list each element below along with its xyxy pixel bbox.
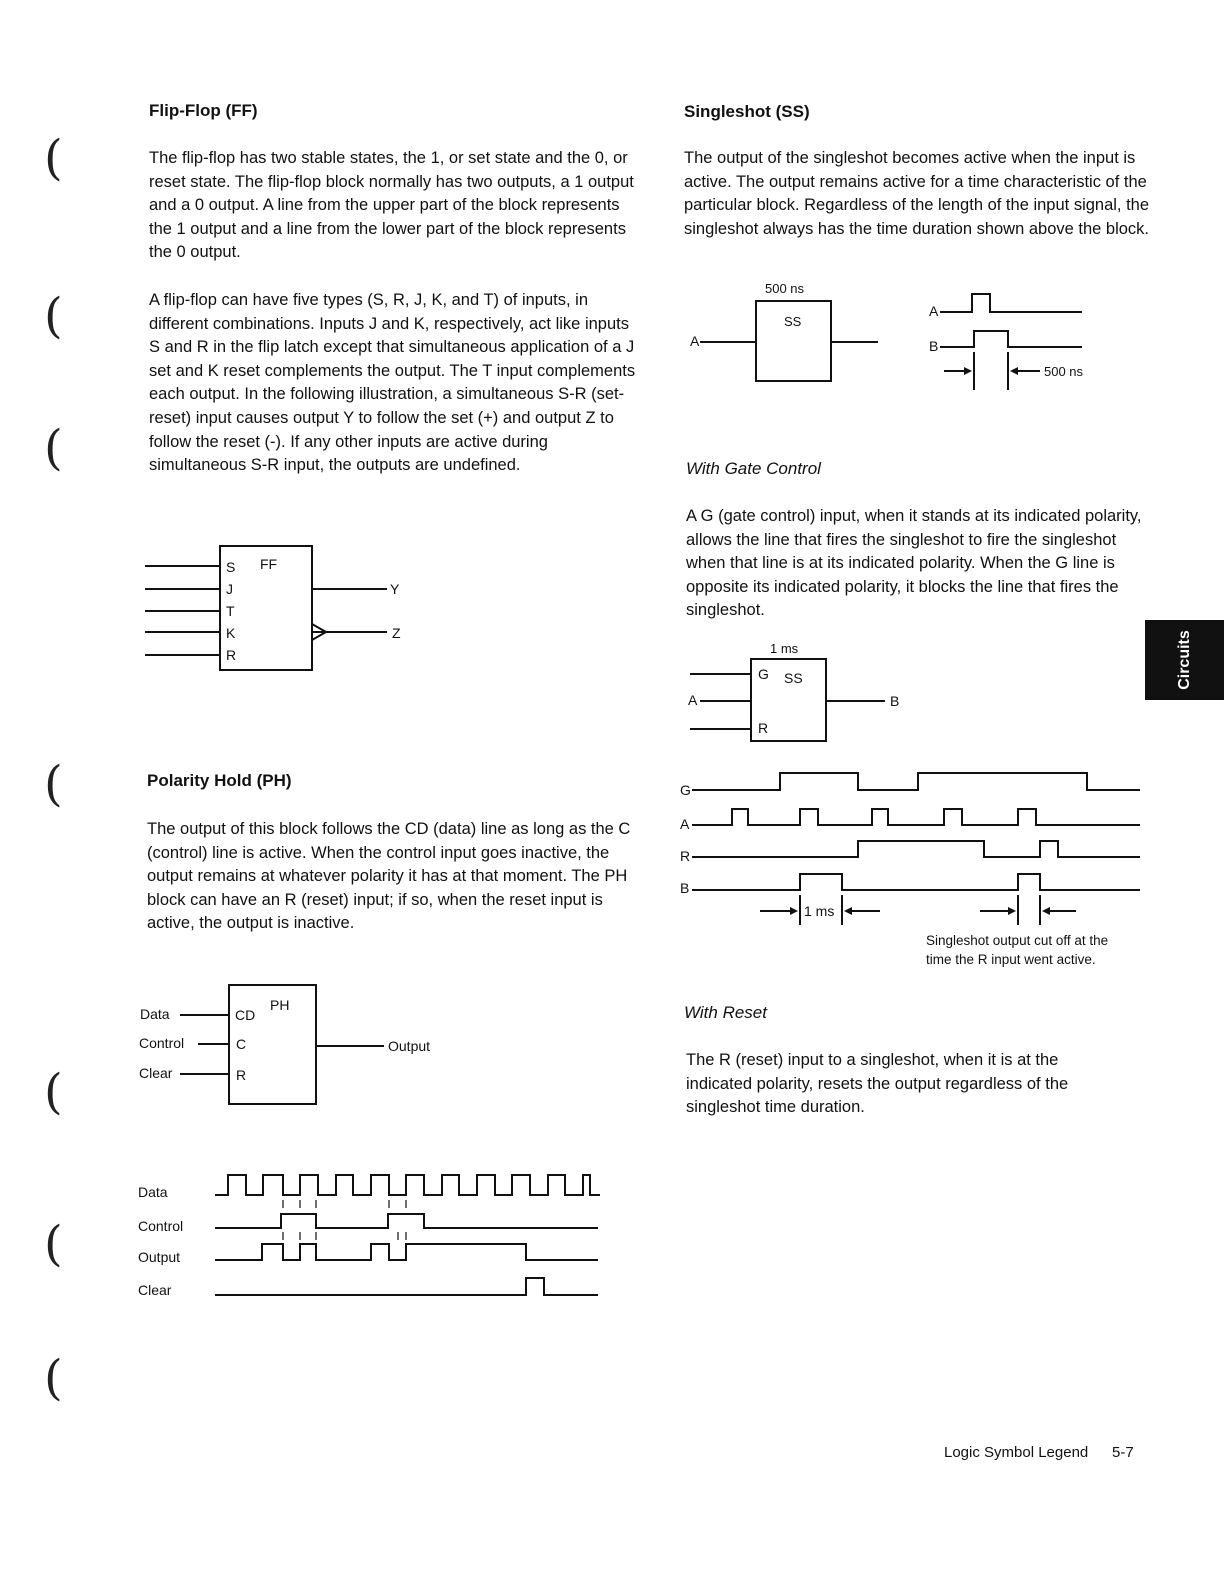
flipflop-para1: The flip-flop has two stable states, the 1, or set state and the 0, or reset state. The flip-flop block normally has two outputs, a 1 output and a 0 output. A line from the upper part of the block represents the 1 output and a line from the lower part of the block represents the 0 output. [149, 149, 634, 262]
footer-section: Logic Symbol Legend [944, 1444, 1089, 1461]
ph-timing-label-data: Data [138, 1184, 168, 1200]
footer-page-number: 5-7 [1112, 1444, 1134, 1461]
ph-pin-c: C [236, 1036, 247, 1052]
gate-control-para: A G (gate control) input, when it stands at its indicated polarity, allows the line that fires the singleshot to fire the singleshot when that line is at its indicated polarity. When the G line is opposite its indicated polarity, it blocks the line that fires the singleshot. [686, 507, 1142, 620]
ph-block-label: PH [270, 997, 290, 1013]
singleshot-para: The output of the singleshot becomes active when the input is active. The output remains active for a time characteristic of the particular block. Regardless of the length of the input signal, the singleshot always has the time duration shown above the block. [684, 149, 1150, 238]
gc-pin-g: G [758, 666, 769, 682]
ff-pin-t: T [226, 603, 235, 619]
binder-hole-mark: ( [44, 130, 63, 186]
gc-timing-g-wave [692, 773, 1140, 790]
binder-hole-mark: ( [44, 756, 63, 812]
side-tab-label: Circuits [1175, 630, 1193, 690]
binder-hole-mark: ( [44, 1064, 63, 1120]
gc-timing-label-r: R [680, 848, 691, 864]
section-side-tab[interactable] [1145, 620, 1224, 700]
gc-note-line1: Singleshot output cut off at the [926, 933, 1109, 948]
ff-output-y: Y [390, 581, 400, 597]
ph-timing-label-output: Output [138, 1249, 181, 1265]
gc-timing-r-wave [692, 841, 1140, 857]
ff-pin-r: R [226, 647, 237, 663]
gc-timing-b-wave [692, 874, 1140, 890]
binder-hole-mark: ( [44, 420, 63, 476]
ss-timing-duration: 500 ns [1044, 364, 1084, 379]
gc-timing-label-b: B [680, 880, 690, 896]
ph-input-control: Control [139, 1035, 185, 1051]
ff-pin-s: S [226, 559, 236, 575]
gc-timing-a-wave [692, 809, 1140, 825]
reset-subtitle: With Reset [684, 1003, 767, 1022]
gc-timing-label-g: G [680, 782, 691, 798]
gc-note-line2: time the R input went active. [926, 952, 1096, 967]
ss-block-label: SS [784, 314, 802, 329]
ph-output-label: Output [388, 1038, 431, 1054]
ph-input-data: Data [140, 1006, 170, 1022]
gc-timing-duration: 1 ms [804, 903, 835, 919]
gc-timing-label-a: A [680, 816, 690, 832]
ss-duration-label: 500 ns [765, 281, 805, 296]
gc-input-label: A [688, 692, 698, 708]
ph-timing-label-control: Control [138, 1218, 184, 1234]
ph-pin-r: R [236, 1067, 247, 1083]
gc-duration-label: 1 ms [770, 641, 799, 656]
ss-input-label: A [690, 333, 700, 349]
ph-pin-cd: CD [235, 1007, 256, 1023]
ph-input-clear: Clear [139, 1065, 173, 1081]
ph-timing-label-clear: Clear [138, 1282, 172, 1298]
ff-output-z: Z [392, 625, 401, 641]
ff-block-label: FF [260, 556, 278, 572]
gc-block-label: SS [784, 670, 803, 686]
gc-output-label: B [890, 693, 900, 709]
flipflop-title: Flip-Flop (FF) [149, 101, 258, 120]
polarity-hold-title: Polarity Hold (PH) [147, 771, 292, 790]
ff-pin-k: K [226, 625, 236, 641]
ss-timing-label-b: B [929, 338, 939, 354]
binder-hole-mark: ( [44, 1350, 63, 1406]
reset-para: The R (reset) input to a singleshot, when it is at the indicated polarity, resets the output regardless of the singleshot time duration. [686, 1051, 1069, 1117]
binder-hole-mark: ( [44, 288, 63, 344]
polarity-hold-para: The output of this block follows the CD (data) line as long as the C (control) line is active. When the control input goes inactive, the output remains at whatever polarity it has at that moment. The PH block can have an R (reset) input; if so, when the reset input is active, the output is inactive. [147, 820, 631, 933]
flipflop-para2: A flip-flop can have five types (S, R, J, K, and T) of inputs, in different combinations. Inputs J and K, respectively, act like inputs S and R in the flip latch except that simultaneous application of a J set and K reset complements the output. The T input complements each output. In the following illustration, a simultaneous S-R (set-reset) input causes output Y to follow the set (+) and output Z to follow the reset (-). If any other inputs are active during simultaneous S-R input, the outputs are undefined. [149, 291, 636, 475]
gc-pin-r: R [758, 720, 769, 736]
gate-control-subtitle: With Gate Control [686, 459, 821, 478]
singleshot-title: Singleshot (SS) [684, 102, 810, 121]
ss-timing-label-a: A [929, 303, 939, 319]
ff-pin-j: J [226, 581, 233, 597]
binder-hole-mark: ( [44, 1216, 63, 1272]
